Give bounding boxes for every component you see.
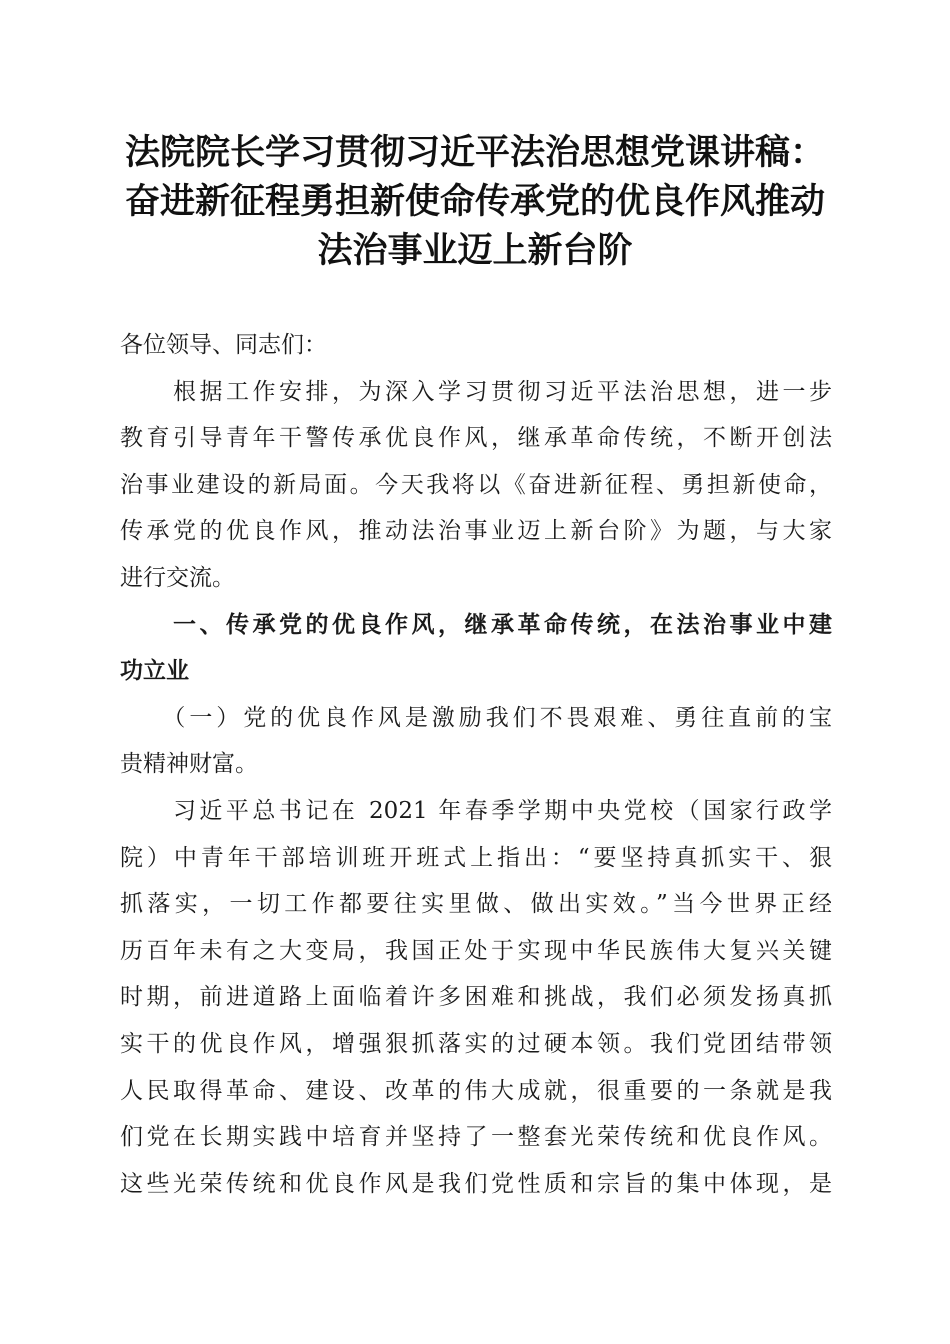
paragraph-line: 历百年未有之大变局，我国正处于实现中华民族伟大复兴关键	[120, 937, 832, 964]
section-heading: 功立业	[120, 658, 189, 685]
intro-line: 根据工作安排，为深入学习贯彻习近平法治思想，进一步	[120, 378, 832, 405]
document-title	[100, 128, 850, 275]
intro-line: 传承党的优良作风，推动法治事业迈上新台阶》为题，与大家	[120, 518, 832, 545]
title-line: 奋进新征程勇担新使命传承党的优良作风推动	[124, 181, 825, 222]
paragraph-line: 实干的优良作风，增强狠抓落实的过硬本领。我们党团结带领	[120, 1030, 832, 1057]
document-body	[120, 322, 832, 1207]
title-line: 法院院长学习贯彻习近平法治思想党课讲稿：	[124, 132, 825, 173]
subsection-heading: 贵精神财富。	[120, 751, 258, 778]
paragraph-line: 这些光荣传统和优良作风是我们党性质和宗旨的集中体现，是	[120, 1170, 832, 1197]
subsection-heading: （一）党的优良作风是激励我们不畏艰难、勇往直前的宝	[120, 704, 832, 731]
paragraph-line: 院）中青年干部培训班开班式上指出：“要坚持真抓实干、狠	[120, 844, 832, 871]
paragraph-line: 们党在长期实践中培育并坚持了一整套光荣传统和优良作风。	[120, 1124, 832, 1151]
paragraph-line: 习近平总书记在 2021 年春季学期中央党校（国家行政学	[120, 797, 832, 824]
intro-line: 治事业建设的新局面。今天我将以《奋进新征程、勇担新使命，	[120, 471, 832, 498]
salutation: 各位领导、同志们：	[120, 332, 327, 358]
paragraph-line: 时期，前进道路上面临着许多困难和挑战，我们必须发扬真抓	[120, 984, 832, 1011]
title-line: 法治事业迈上新台阶	[317, 230, 633, 271]
paragraph-line: 抓落实，一切工作都要往实里做、做出实效。”当今世界正经	[120, 891, 832, 918]
paragraph-line: 人民取得革命、建设、改革的伟大成就，很重要的一条就是我	[120, 1077, 832, 1104]
section-heading: 一、传承党的优良作风，继承革命传统，在法治事业中建	[120, 611, 832, 638]
intro-line: 教育引导青年干警传承优良作风，继承革命传统，不断开创法	[120, 425, 832, 452]
intro-line: 进行交流。	[120, 564, 235, 591]
